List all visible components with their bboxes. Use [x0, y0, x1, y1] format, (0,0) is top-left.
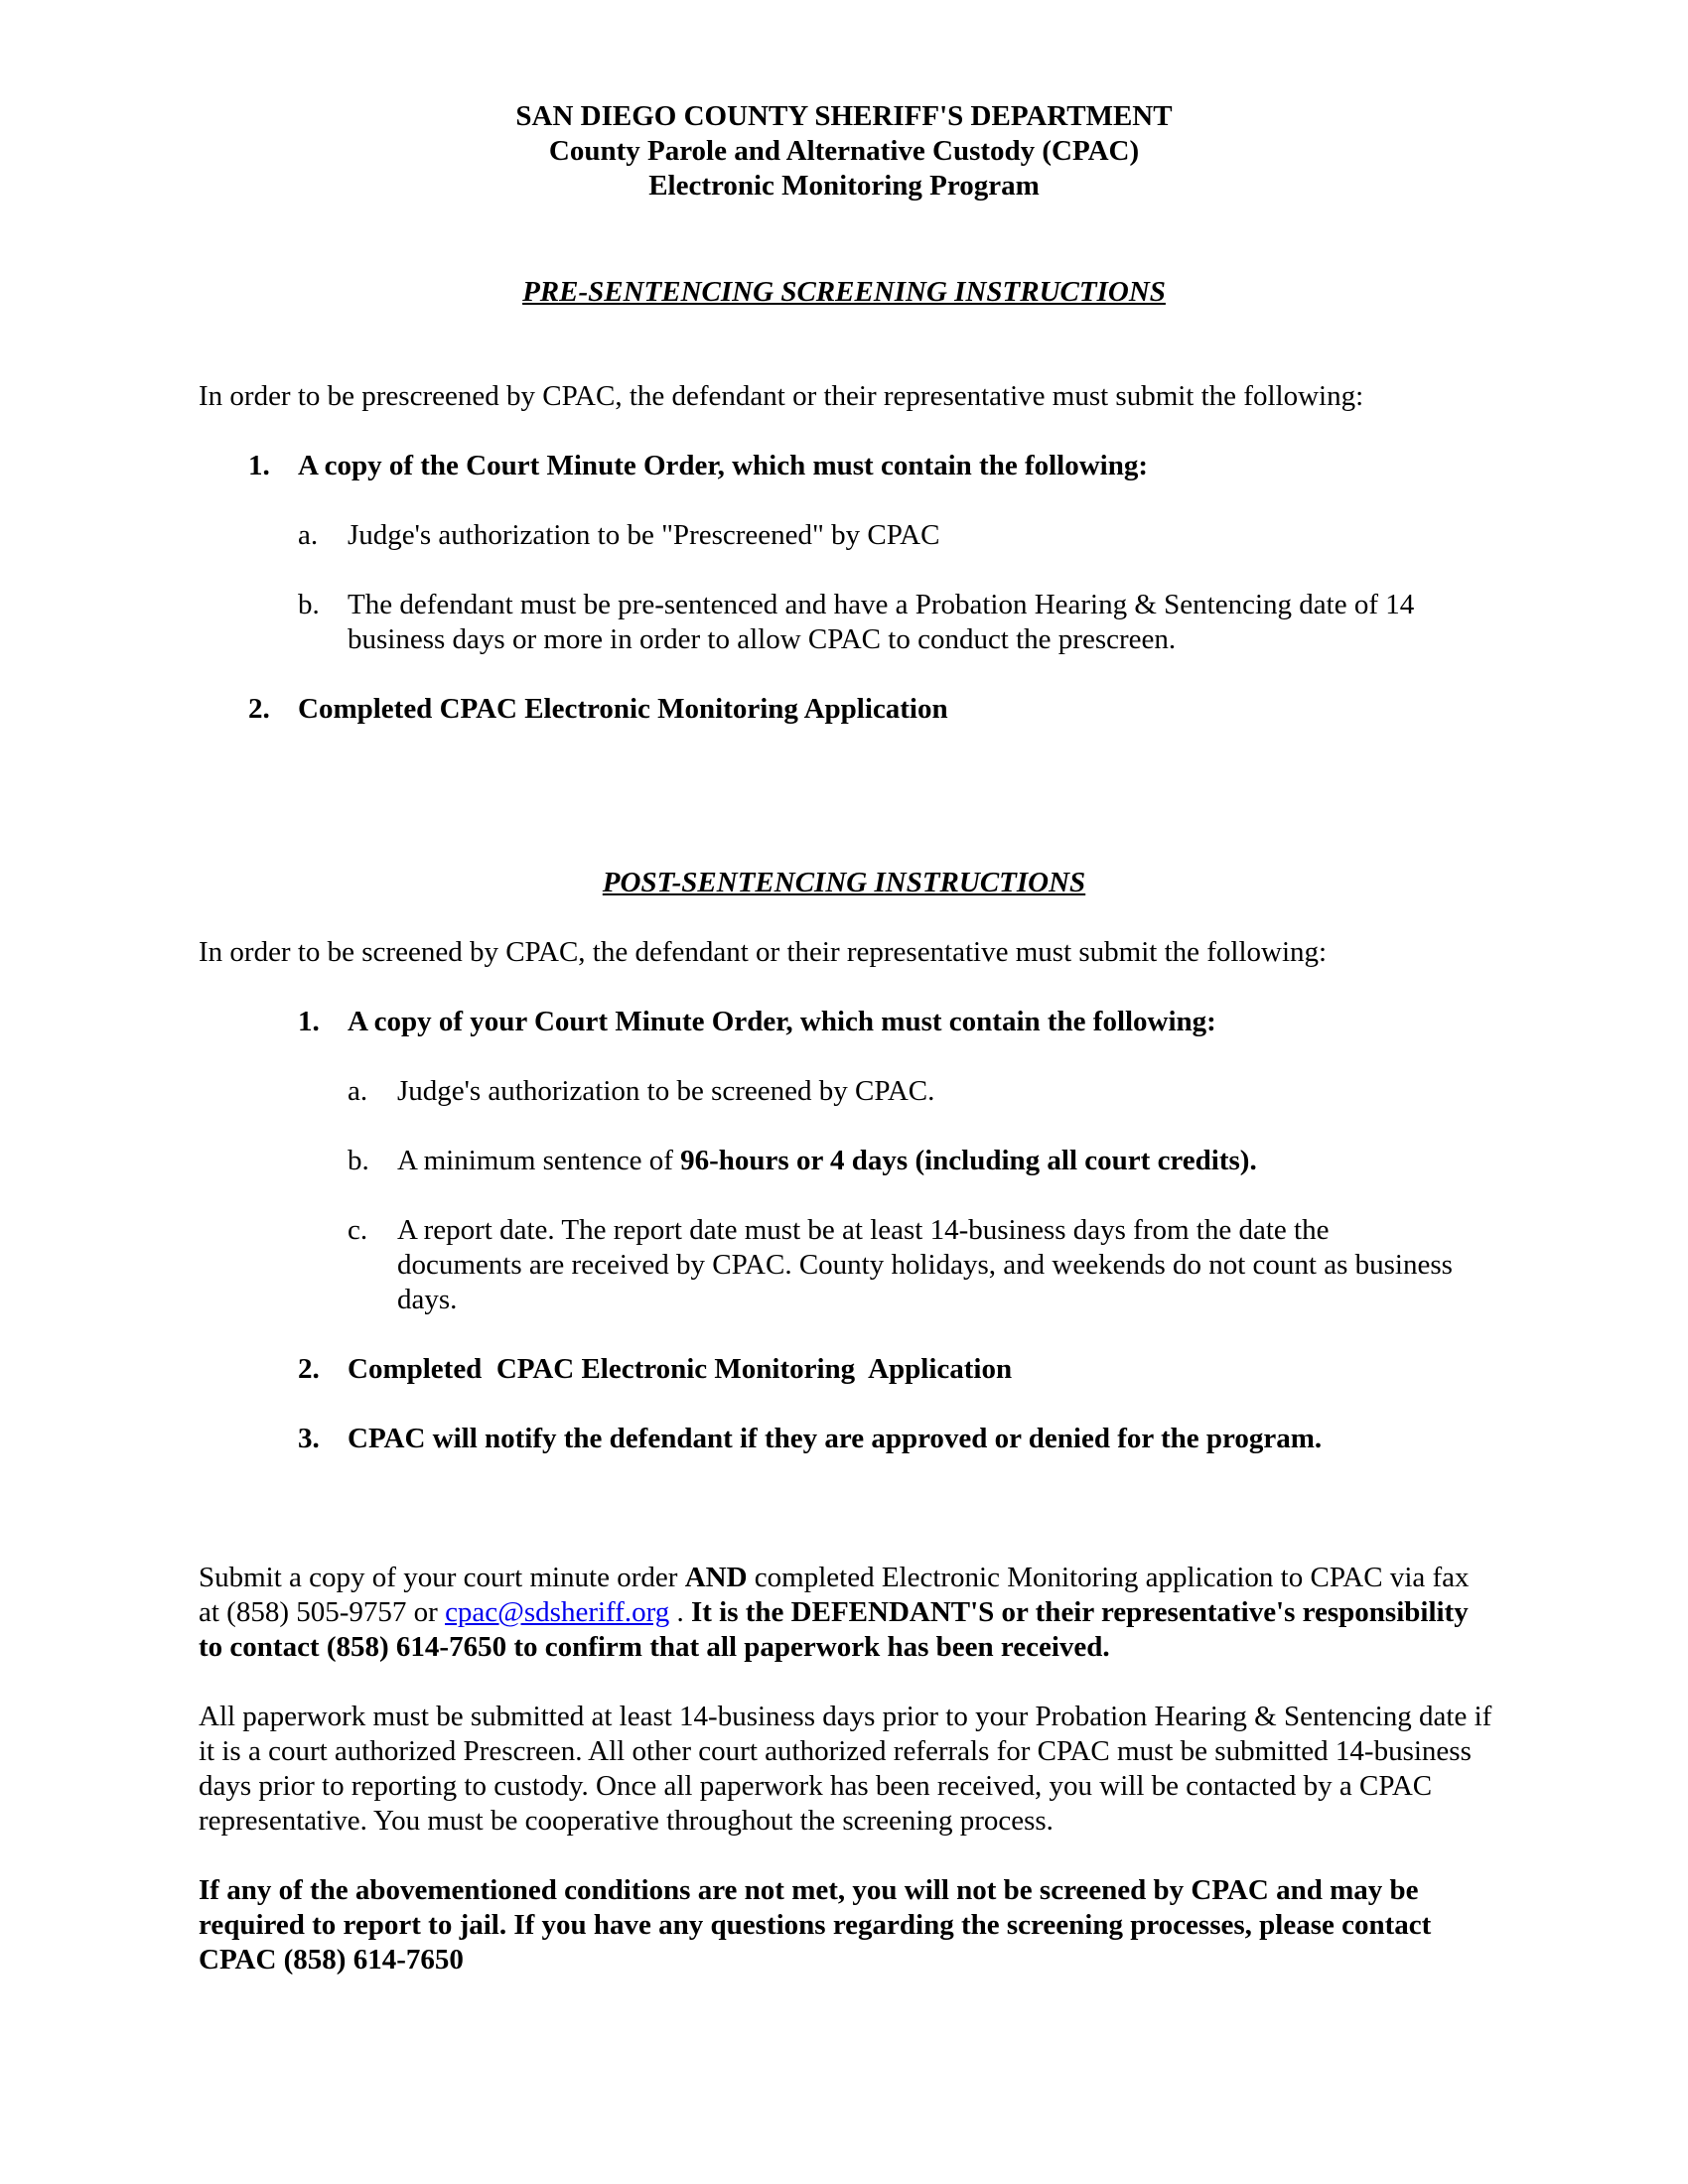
submit-text-3: .	[669, 1596, 691, 1628]
paperwork-paragraph: All paperwork must be submitted at least 14-business days prior to your Probation Hearing & Sentencing date if it is a court authorized Prescreen. All other court authorized referrals for CPAC must be submitted 14-business days prior to reporting to custody. Once all paperwork has been received, you will be contacted by a CPAC representative. You must be cooperative throughout the screening process.	[199, 1701, 1492, 1837]
header-program-name: Electronic Monitoring Program	[648, 170, 1040, 202]
cpac-email-link[interactable]: cpac@sdsheriff.org	[445, 1596, 670, 1628]
document-header	[0, 99, 1688, 204]
post-sentencing-title: POST-SENTENCING INSTRUCTIONS	[602, 867, 1086, 898]
submit-text-1: Submit a copy of your court minute order	[199, 1562, 685, 1593]
submit-and-bold: AND	[684, 1562, 748, 1593]
post-item-3-number: 3.	[298, 1423, 320, 1454]
pre-item-2-text: Completed CPAC Electronic Monitoring Application	[298, 693, 948, 725]
pre-item-1b-letter: b.	[298, 589, 320, 620]
submit-paragraph	[199, 1561, 1489, 1665]
pre-item-1-text: A copy of the Court Minute Order, which must contain the following:	[298, 450, 1149, 481]
post-item-1-text: A copy of your Court Minute Order, which must contain the following:	[348, 1006, 1216, 1037]
post-item-1b-text-plain: A minimum sentence of	[397, 1145, 681, 1176]
pre-item-2-number: 2.	[248, 693, 270, 725]
post-item-1a-letter: a.	[348, 1075, 368, 1107]
post-item-1b-text-bold: 96-hours or 4 days (including all court credits).	[680, 1145, 1257, 1176]
header-program-unit: County Parole and Alternative Custody (CPAC)	[548, 135, 1140, 167]
pre-intro: In order to be prescreened by CPAC, the defendant or their representative must submit the following:	[199, 380, 1364, 412]
post-item-2-number: 2.	[298, 1353, 320, 1385]
pre-sentencing-title: PRE-SENTENCING SCREENING INSTRUCTIONS	[522, 276, 1166, 308]
post-intro: In order to be screened by CPAC, the defendant or their representative must submit the following:	[199, 936, 1328, 968]
post-item-3-text: CPAC will notify the defendant if they are approved or denied for the program.	[348, 1423, 1323, 1454]
submit-text-2: completed Electronic Monitoring application to CPAC via fax at (858) 505-9757 or	[199, 1562, 1470, 1628]
post-item-1c-text: A report date. The report date must be at least 14-business days from the date the documents are received by CPAC. County holidays, and weekends do not count as business days.	[397, 1214, 1453, 1315]
post-item-1b-letter: b.	[348, 1145, 369, 1176]
submit-responsibility-bold: It is the DEFENDANT'S or their representative's responsibility to contact (858) 614-7650 to confirm that all paperwork has been received.	[199, 1596, 1469, 1663]
pre-item-1-number: 1.	[248, 450, 270, 481]
header-department: SAN DIEGO COUNTY SHERIFF'S DEPARTMENT	[515, 100, 1173, 132]
post-item-2-text: Completed CPAC Electronic Monitoring Application	[348, 1353, 1013, 1385]
pre-item-1b-text: The defendant must be pre-sentenced and have a Probation Hearing & Sentencing date of 14 business days or more in order to allow CPAC to conduct the prescreen.	[348, 589, 1415, 655]
warning-paragraph: If any of the abovementioned conditions are not met, you will not be screened by CPAC and may be required to report to jail. If you have any questions regarding the screening processes, please contact CPAC (858) 614-7650	[199, 1874, 1432, 1976]
pre-item-1a-letter: a.	[298, 519, 319, 551]
post-item-1a-text: Judge's authorization to be screened by CPAC.	[397, 1075, 935, 1107]
post-item-1c-letter: c.	[348, 1214, 368, 1246]
pre-item-1a-text: Judge's authorization to be "Prescreened" by CPAC	[348, 519, 940, 551]
post-item-1-number: 1.	[298, 1006, 320, 1037]
post-item-1b-text	[397, 1144, 1509, 1178]
